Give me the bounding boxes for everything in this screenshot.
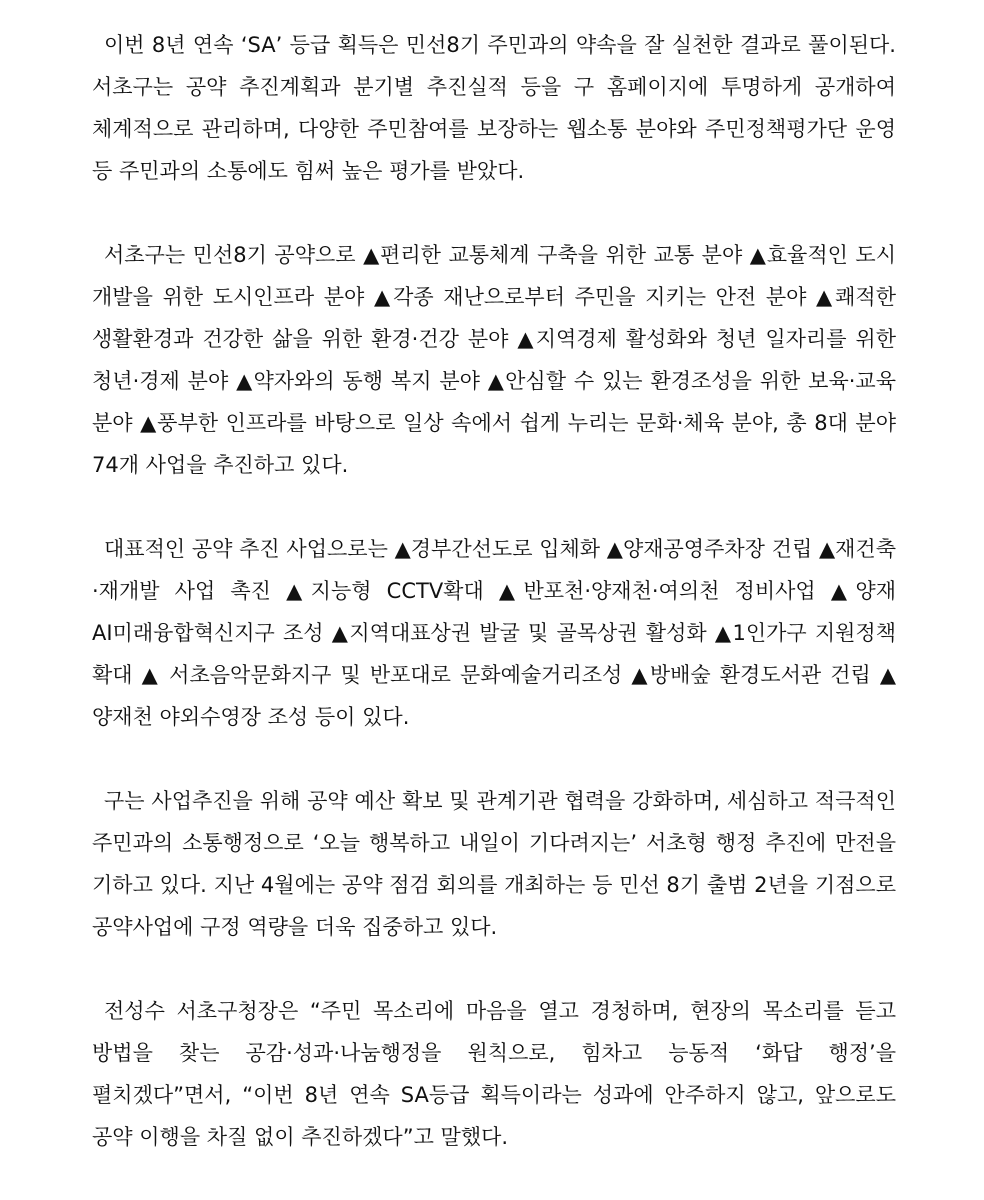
paragraph-mayor-quote: 전성수 서초구청장은 “주민 목소리에 마음을 열고 경청하며, 현장의 목소리를 듣고 방법을 찾는 공감·성과·나눔행정을 원칙으로, 힘차고 능동적 ‘화답 행정’을 펼치겠다”면서, “이번 8년 연속 SA등급 획득이라는 성과에 안주하지 않고, 앞으로도 공약 이행을 차질 없이 추진하겠다”고 말했다. (92, 999, 896, 1149)
press-release-body (92, 24, 896, 1200)
paragraph-sa-grade-result: 이번 8년 연속 ‘SA’ 등급 획득은 민선8기 주민과의 약속을 잘 실천한 결과로 풀이된다. 서초구는 공약 추진계획과 분기별 추진실적 등을 구 홈페이지에 투명하게 공개하여 체계적으로 관리하며, 다양한 주민참여를 보장하는 웹소통 분야와 주민정책평가단 운영 등 주민과의 소통에도 힘써 높은 평가를 받았다. (92, 33, 896, 183)
paragraph-key-projects: 대표적인 공약 추진 사업으로는 ▲경부간선도로 입체화 ▲양재공영주차장 건립 ▲재건축·재개발 사업 촉진 ▲지능형 CCTV확대 ▲반포천·양재천·여의천 정비사업 ▲양재 AI미래융합혁신지구 조성 ▲지역대표상권 발굴 및 골목상권 활성화 ▲1인가구 지원정책 확대 ▲ 서초음악문화지구 및 반포대로 문화예술거리조성 ▲방배숲 환경도서관 건립 ▲양재천 야외수영장 조성 등이 있다. (92, 537, 896, 729)
paragraph-budget-cooperation: 구는 사업추진을 위해 공약 예산 확보 및 관계기관 협력을 강화하며, 세심하고 적극적인 주민과의 소통행정으로 ‘오늘 행복하고 내일이 기다려지는’ 서초형 행정 추진에 만전을 기하고 있다. 지난 4월에는 공약 점검 회의를 개최하는 등 민선 8기 출범 2년을 기점으로 공약사업에 구정 역량을 더욱 집중하고 있다. (92, 789, 896, 939)
paragraph-eight-pledge-areas: 서초구는 민선8기 공약으로 ▲편리한 교통체계 구축을 위한 교통 분야 ▲효율적인 도시 개발을 위한 도시인프라 분야 ▲각종 재난으로부터 주민을 지키는 안전 분야 ▲쾌적한 생활환경과 건강한 삶을 위한 환경·건강 분야 ▲지역경제 활성화와 청년 일자리를 위한 청년·경제 분야 ▲약자와의 동행 복지 분야 ▲안심할 수 있는 환경조성을 위한 보육·교육 분야 ▲풍부한 인프라를 바탕으로 일상 속에서 쉽게 누리는 문화·체육 분야, 총 8대 분야 74개 사업을 추진하고 있다. (92, 243, 896, 477)
